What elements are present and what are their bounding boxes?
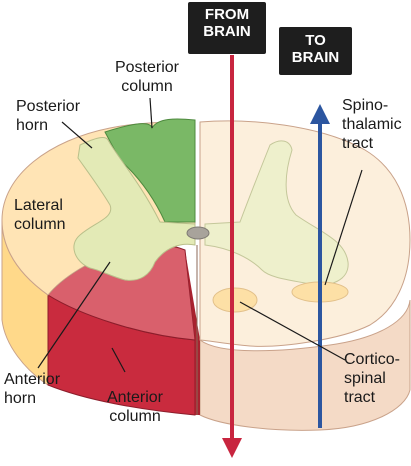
posterior-horn-label: [16, 97, 80, 135]
lateral-column-line2: column: [14, 216, 66, 233]
corticospinal-line1: Cortico-: [344, 351, 401, 368]
anterior-horn-line1: Anterior: [4, 371, 61, 388]
lateral-column-label: [14, 196, 66, 234]
from-brain-box: [188, 2, 266, 54]
to-brain-line1: TO: [305, 32, 326, 49]
spinothalamic-line1: Spino-: [342, 97, 389, 114]
posterior-horn-line1: Posterior: [16, 98, 81, 115]
from-brain-line1: FROM: [204, 6, 250, 23]
posterior-column-line2: column: [121, 78, 173, 95]
anterior-horn-line2: horn: [4, 390, 37, 407]
to-brain-box: [279, 27, 352, 75]
spinothalamic-line2: thalamic: [342, 116, 402, 133]
from-brain-line2: BRAIN: [203, 23, 251, 40]
posterior-horn-line2: horn: [16, 117, 49, 134]
posterior-column-line1: Posterior: [114, 59, 180, 76]
spinothalamic-line3: tract: [342, 135, 374, 152]
to-brain-line2: BRAIN: [291, 49, 340, 66]
anterior-column-label: [90, 388, 180, 426]
ascending-arrow-head: [310, 104, 330, 124]
anterior-column-line2: column: [109, 408, 161, 425]
lateral-column-line1: Lateral: [14, 197, 63, 214]
spinothalamic-tract-label: [342, 96, 402, 153]
anterior-column-line1: Anterior: [106, 389, 164, 406]
anterior-horn-label: [4, 370, 60, 408]
central-canal: [187, 227, 209, 239]
descending-arrow-head: [222, 438, 242, 458]
corticospinal-tract-label: [344, 350, 400, 407]
corticospinal-line2: spinal: [344, 370, 386, 387]
corticospinal-line3: tract: [344, 389, 376, 406]
posterior-column-label: [102, 58, 192, 96]
